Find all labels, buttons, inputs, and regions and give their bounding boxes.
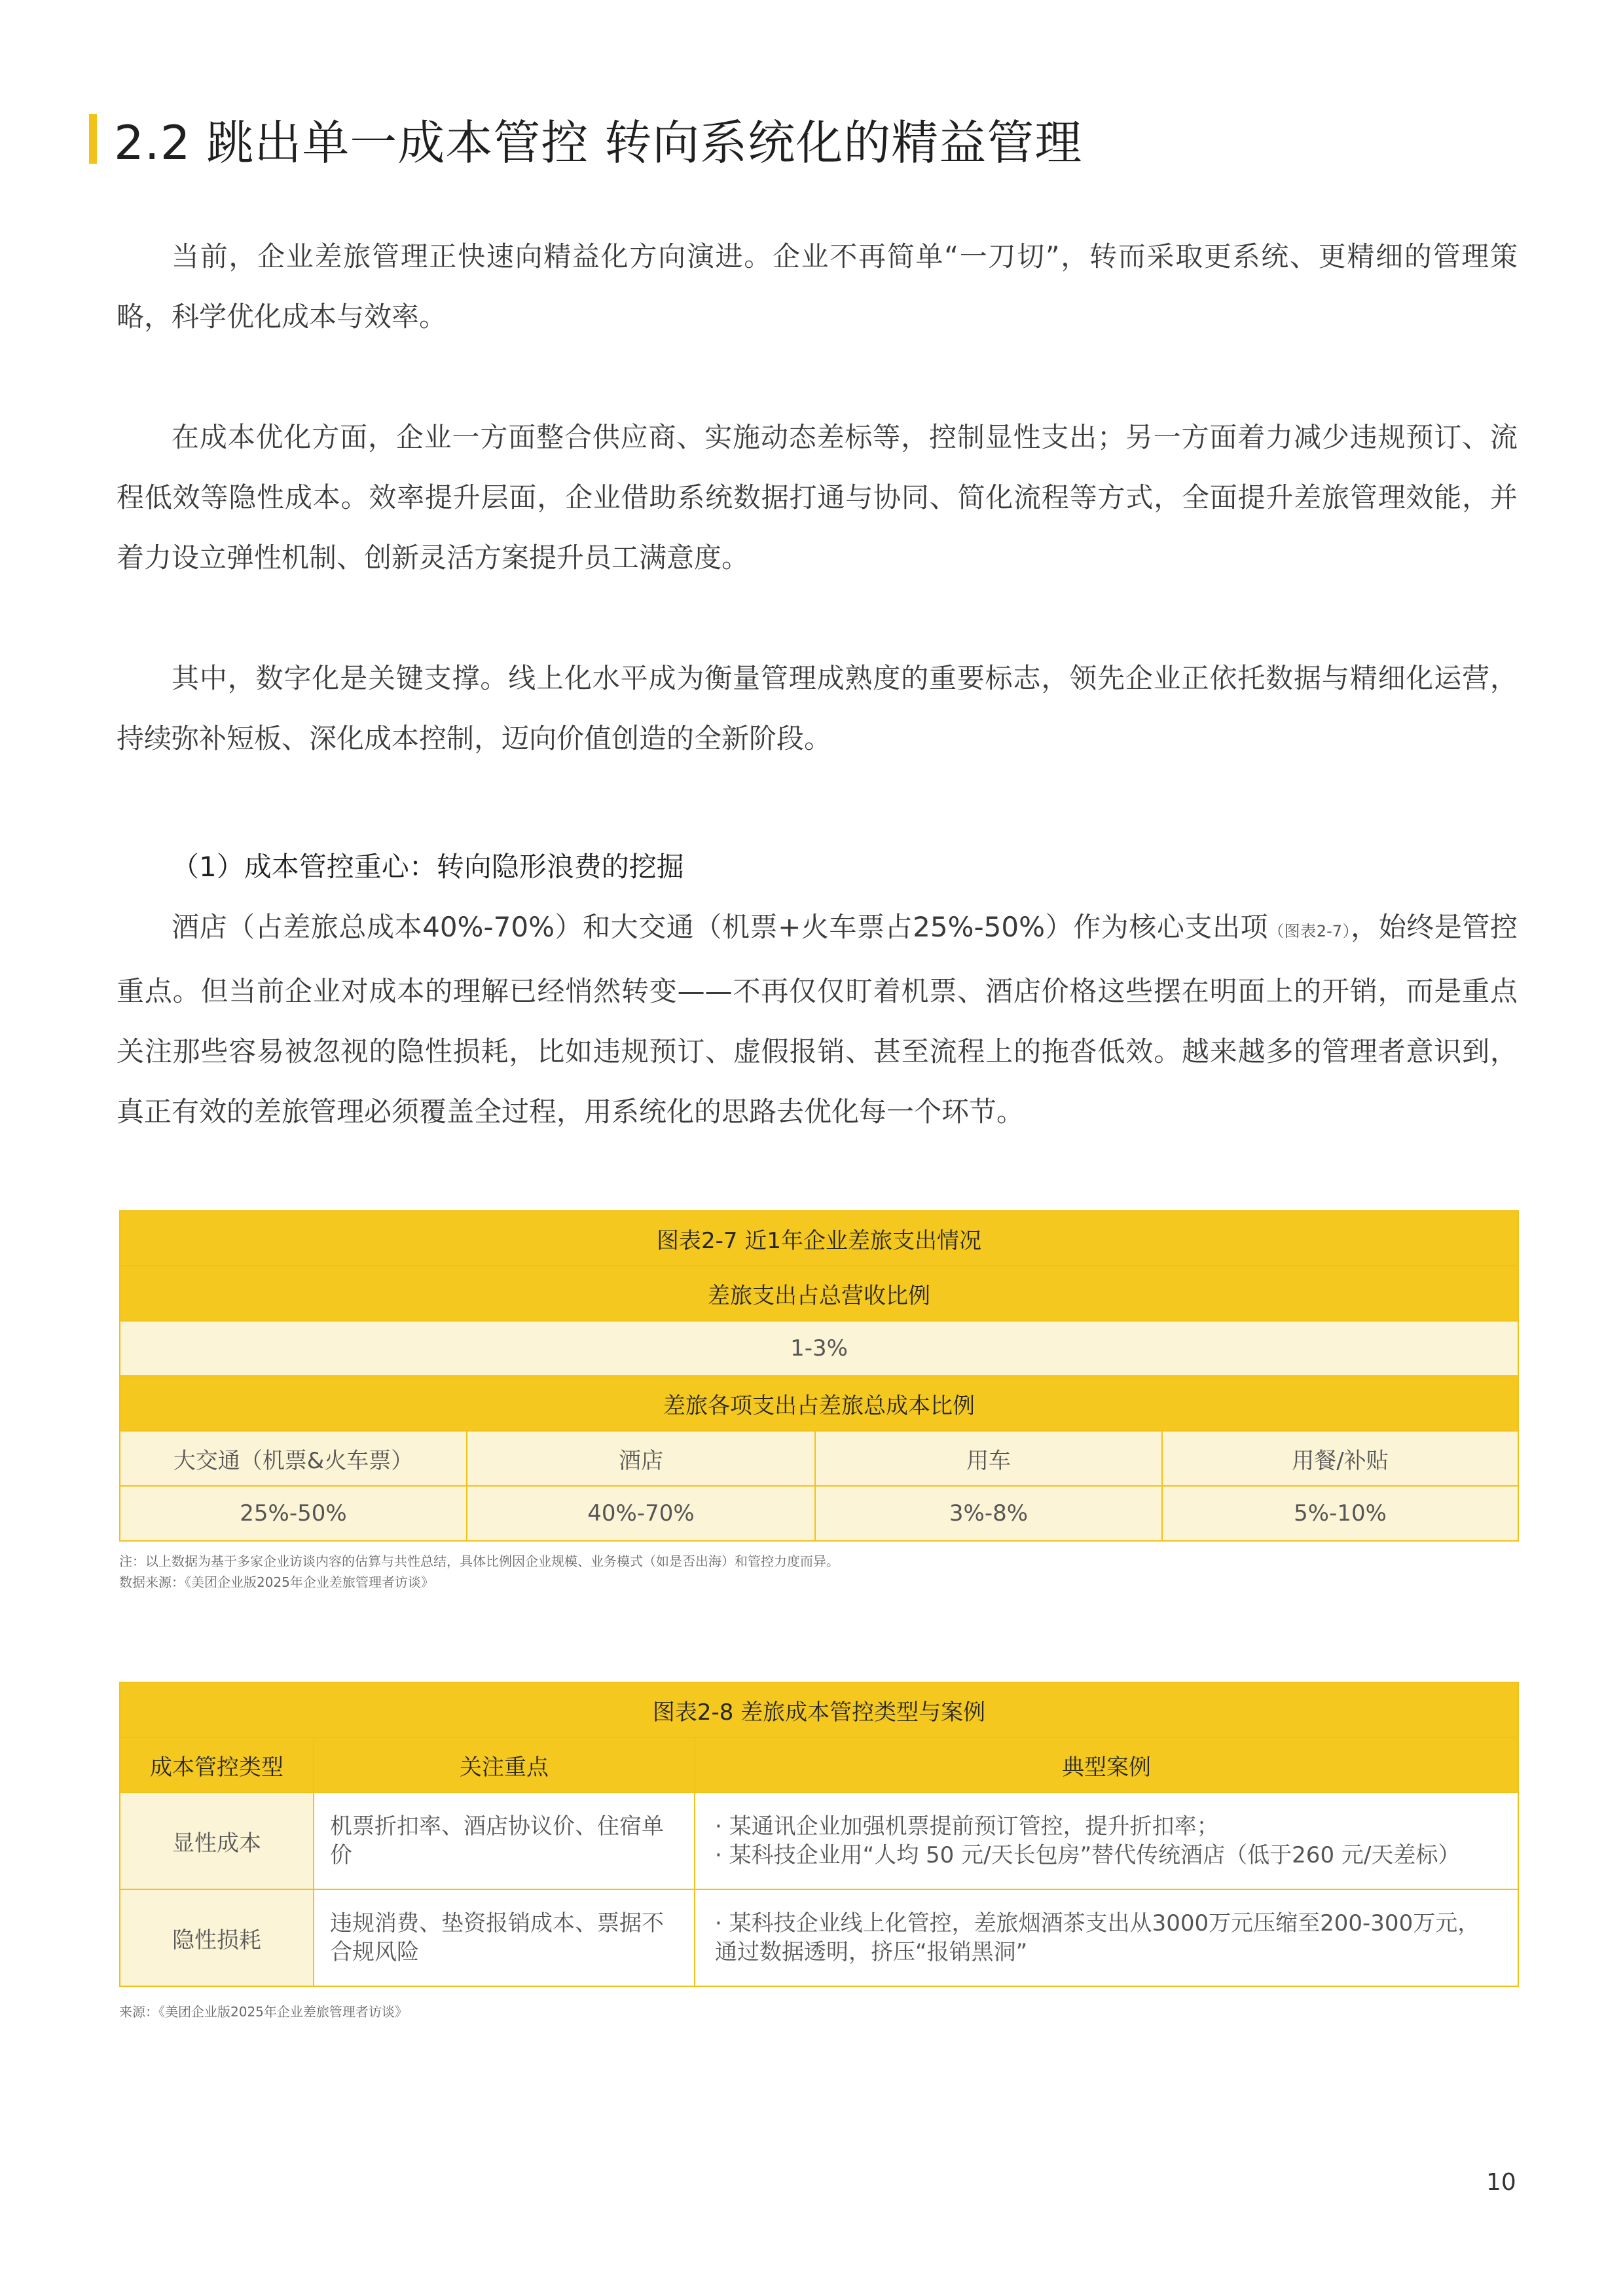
case-line: · 某科技企业线上化管控，差旅烟酒茶支出从3000万元压缩至200-300万元，通过数据透明，挤压“报销黑洞” — [715, 1910, 1480, 1965]
table-note: 注：以上数据为基于多家企业访谈内容的估算与共性总结，具体比例因企业规模、业务模式（如是否出海）和管控力度而异。 — [119, 1553, 839, 1569]
travel-spending-table — [119, 1210, 1519, 1542]
table-source: 数据来源：《美团企业版2025年企业差旅管理者访谈》 — [119, 1574, 434, 1590]
case-line: · 某通讯企业加强机票提前预订管控，提升折扣率； — [715, 1813, 1219, 1840]
paragraph-cost-focus-text-b: ，始终是管控重点。但当前企业对成本的理解已经悄然转变——不再仅仅盯着机票、酒店价格这些摆在明面上的开销，而是重点关注那些容易被忽视的隐性损耗，比如违规预订、虚假报销、甚至流程上的拖沓低效。越来越多的管理者意识到，真正有效的差旅管理必须覆盖全过程，用系统化的思路去优化每一个环节。 — [117, 911, 1518, 1128]
paragraph-cost-optimization: 在成本优化方面，企业一方面整合供应商、实施动态差标等，控制显性支出；另一方面着力减少违规预订、流程低效等隐性成本。效率提升层面，企业借助系统数据打通与协同、简化流程等方式，全面提升差旅管理效能，并着力设立弹性机制、创新灵活方案提升员工满意度。 — [117, 421, 1518, 574]
heading-title: 2.2 跳出单一成本管控 转向系统化的精益管理 — [114, 115, 1083, 170]
table-header-car: 用车 — [815, 1431, 1162, 1486]
page-number: 10 — [1486, 2169, 1516, 2196]
table-cell-cases — [695, 1889, 1518, 1986]
cost-control-table — [119, 1682, 1519, 1987]
paragraph-cost-focus — [117, 897, 1518, 1142]
table-title: 图表2-8 差旅成本管控类型与案例 — [120, 1682, 1518, 1737]
figure-reference: （图表2-7） — [1268, 922, 1351, 940]
table-cell-focus: 违规消费、垫资报销成本、票据不合规风险 — [314, 1889, 695, 1986]
subheading-cost-focus: （1）成本管控重心：转向隐形浪费的挖掘 — [172, 851, 684, 883]
table-cell-cases — [695, 1792, 1518, 1889]
table-cell-car: 3%-8% — [815, 1486, 1162, 1541]
table-header-focus: 关注重点 — [314, 1737, 695, 1792]
table-row — [120, 1889, 1518, 1986]
table-header-meals: 用餐/补贴 — [1162, 1431, 1518, 1486]
table-cell-focus: 机票折扣率、酒店协议价、住宿单价 — [314, 1792, 695, 1889]
case-line: · 某科技企业用“人均 50 元/天长包房”替代传统酒店（低于260 元/天差标） — [715, 1842, 1461, 1868]
table-header-hotel: 酒店 — [467, 1431, 815, 1486]
table-cell-type: 隐性损耗 — [120, 1889, 314, 1986]
table-header-type: 成本管控类型 — [120, 1737, 314, 1792]
table-band-revenue-ratio: 差旅支出占总营收比例 — [120, 1266, 1518, 1321]
paragraph-cost-focus-text-a: 酒店（占差旅总成本40%-70%）和大交通（机票+火车票占25%-50%）作为核心支出项 — [172, 911, 1269, 943]
table-cell-type: 显性成本 — [120, 1792, 314, 1889]
table-cell-hotel: 40%-70% — [467, 1486, 815, 1541]
heading-accent-bar — [89, 114, 97, 164]
table-cell-transport: 25%-50% — [120, 1486, 467, 1541]
table-cell-revenue-ratio: 1-3% — [120, 1321, 1518, 1376]
table-cell-meals: 5%-10% — [1162, 1486, 1518, 1541]
table-source: 来源：《美团企业版2025年企业差旅管理者访谈》 — [119, 2004, 408, 2020]
table-header-transport: 大交通（机票&火车票） — [120, 1431, 467, 1486]
section-heading — [89, 113, 1083, 170]
table-band-cost-breakdown: 差旅各项支出占差旅总成本比例 — [120, 1376, 1518, 1431]
table-header-cases: 典型案例 — [695, 1737, 1518, 1792]
paragraph-digitalization: 其中，数字化是关键支撑。线上化水平成为衡量管理成熟度的重要标志，领先企业正依托数据与精细化运营，持续弥补短板、深化成本控制，迈向价值创造的全新阶段。 — [117, 662, 1518, 754]
paragraph-intro: 当前，企业差旅管理正快速向精益化方向演进。企业不再简单“一刀切”，转而采取更系统、更精细的管理策略，科学优化成本与效率。 — [117, 240, 1518, 333]
table-row — [120, 1792, 1518, 1889]
table-title: 图表2-7 近1年企业差旅支出情况 — [120, 1211, 1518, 1266]
